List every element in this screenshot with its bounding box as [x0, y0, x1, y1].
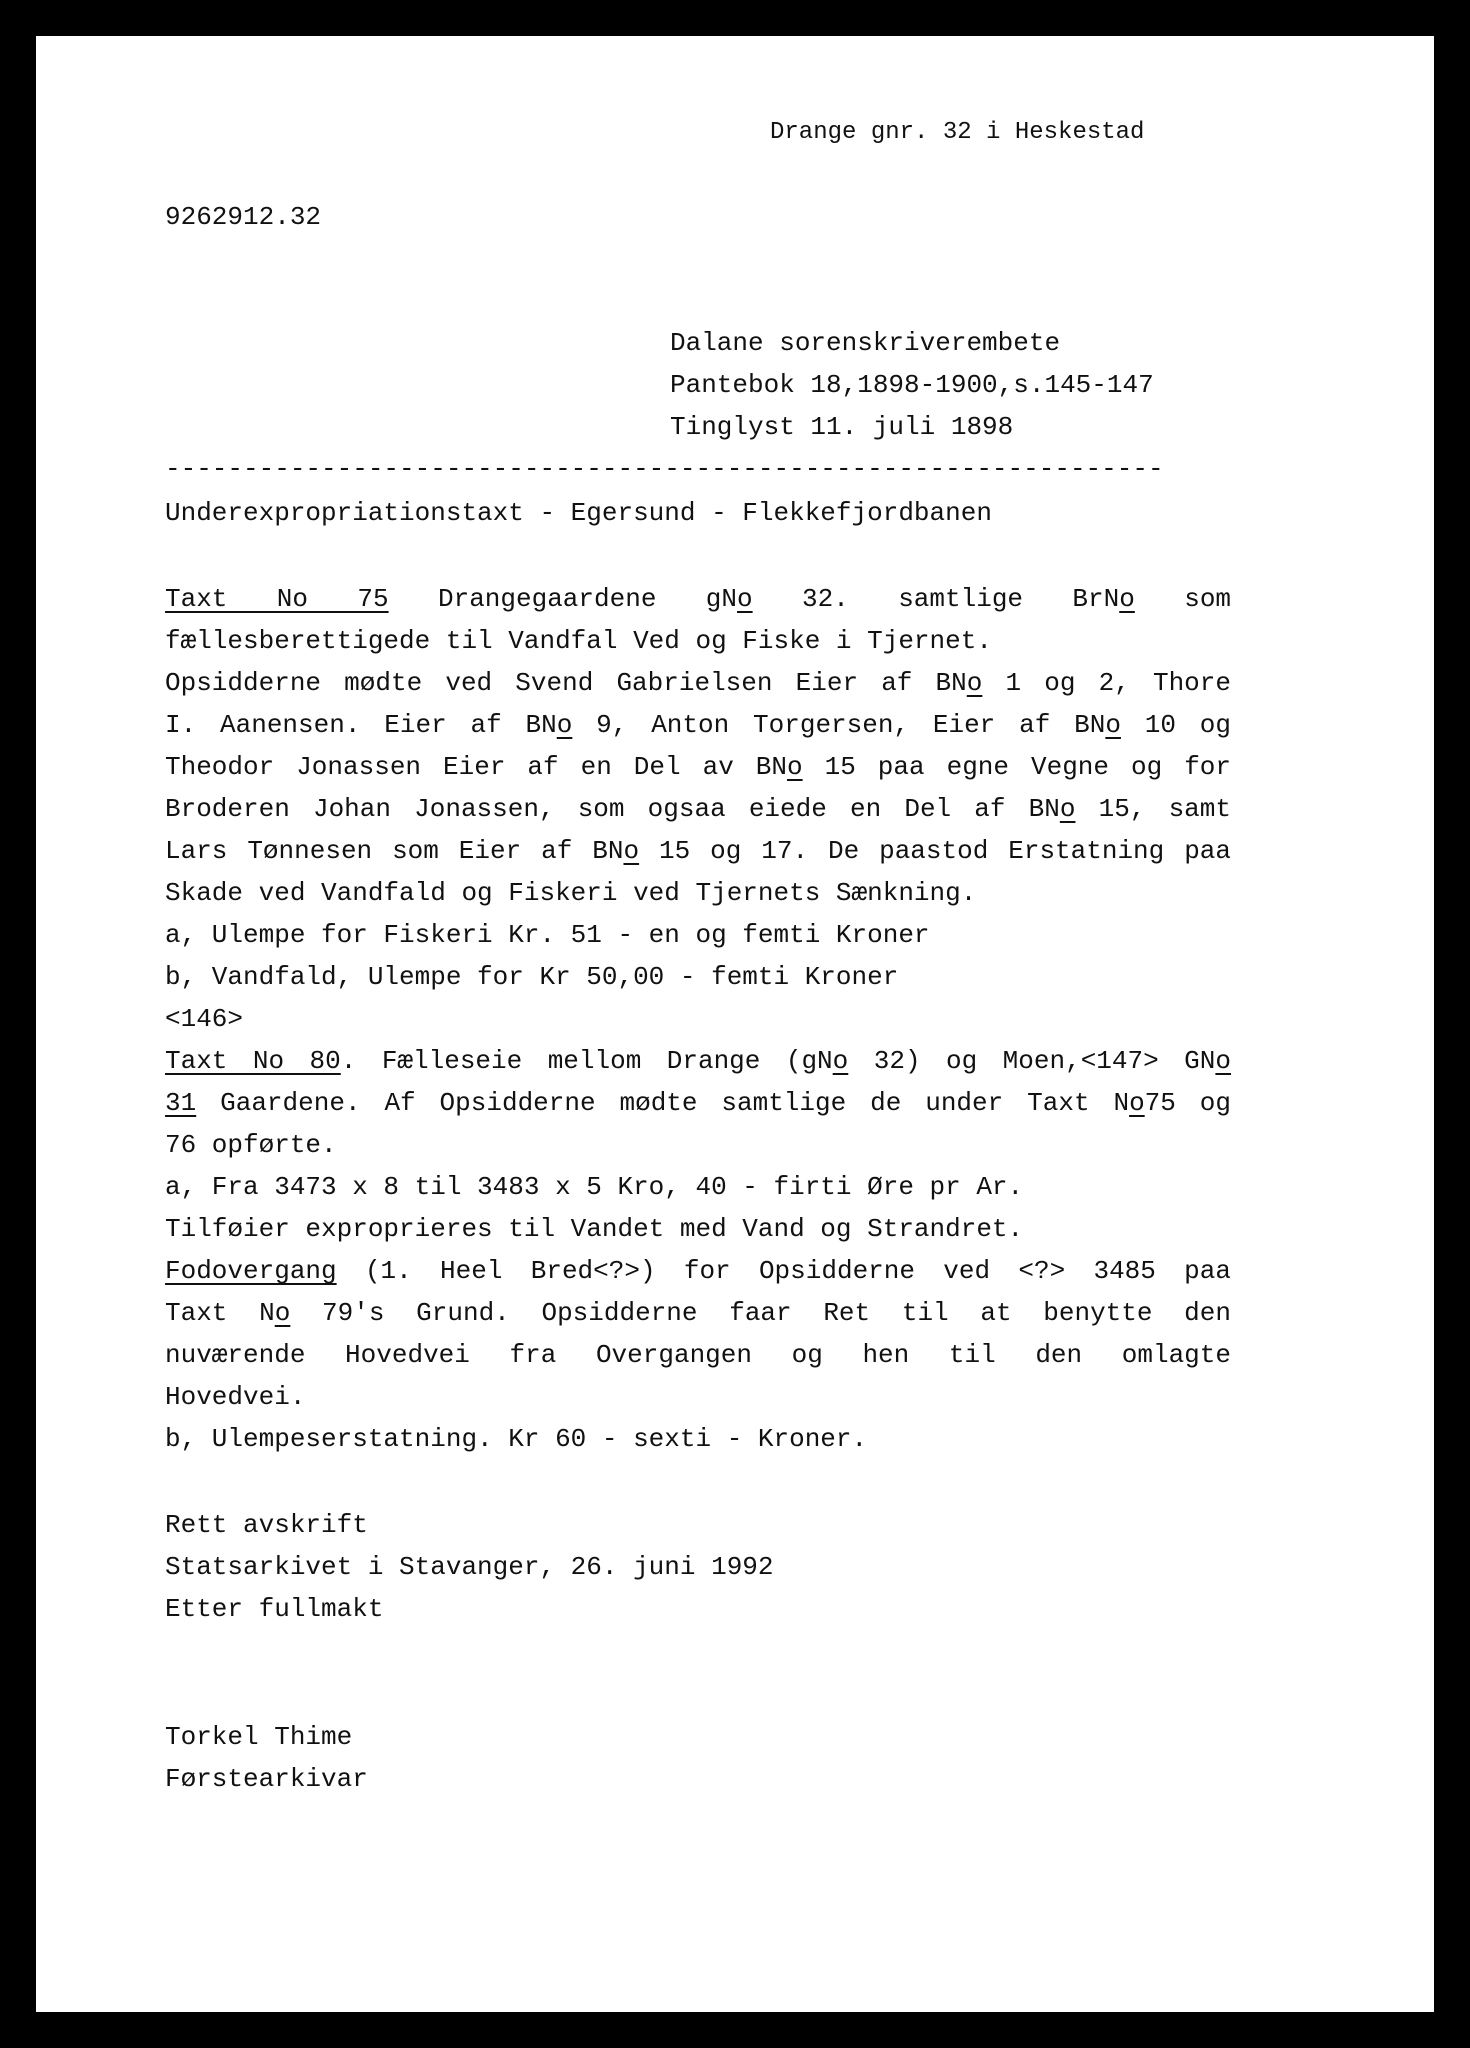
- text: Lars Tønnesen som Eier af BN: [165, 836, 624, 866]
- text: 10 og: [1144, 710, 1232, 740]
- no-suffix: o: [623, 836, 640, 866]
- no-suffix: o: [787, 752, 803, 782]
- text: Broderen Johan Jonassen, som ogsaa eiede en Del af BN: [165, 794, 1060, 824]
- page-marker-146: <146>: [165, 1004, 244, 1034]
- no-suffix: o: [556, 710, 573, 740]
- body-line-6: [165, 794, 1231, 824]
- no-suffix: o: [1215, 1046, 1231, 1076]
- signatory-role: Førstearkivar: [165, 1764, 368, 1794]
- body-line-14: 76 opførte.: [165, 1130, 337, 1160]
- body-line-5: [165, 752, 1231, 782]
- no-suffix: o: [1129, 1088, 1145, 1118]
- no-suffix: o: [966, 668, 983, 698]
- source-book: Pantebok 18,1898-1900,s.145-147: [670, 370, 1154, 400]
- taxt-80-label: Taxt No 80: [165, 1046, 341, 1076]
- no-suffix: o: [1119, 584, 1135, 614]
- text: 15, samt: [1098, 794, 1231, 824]
- property-reference: Drange gnr. 32 i Heskestad: [770, 119, 1145, 146]
- body-line-8: Skade ved Vandfald og Fiskeri ved Tjernets Sænkning.: [165, 878, 977, 908]
- text: Opsidderne mødte ved Svend Gabrielsen Eier af BN: [165, 668, 967, 698]
- text: 9, Anton Torgersen, Eier af BN: [596, 710, 1106, 740]
- text: som: [1184, 584, 1232, 614]
- body-line-1: [165, 584, 1231, 614]
- no-suffix: o: [832, 1046, 849, 1076]
- body-line-9: a, Ulempe for Fiskeri Kr. 51 - en og femti Kroner: [165, 920, 930, 950]
- body-line-4: [165, 710, 1231, 740]
- closing-place-date: Statsarkivet i Stavanger, 26. juni 1992: [165, 1552, 774, 1582]
- text: 75 og: [1144, 1088, 1231, 1118]
- text: Drangegaardene gN: [437, 584, 738, 614]
- body-line-21: b, Ulempeserstatning. Kr 60 - sexti - Kroner.: [165, 1424, 868, 1454]
- gno-31: 31: [165, 1088, 197, 1118]
- no-suffix: o: [737, 584, 753, 614]
- text: 15 paa egne Vegne og for: [824, 752, 1231, 782]
- text: 1 og 2, Thore: [1005, 668, 1231, 698]
- closing-authority: Etter fullmakt: [165, 1594, 384, 1624]
- body-line-18: [165, 1298, 1231, 1328]
- text: Gaardene. Af Opsidderne mødte samtlige de under Taxt N: [220, 1088, 1130, 1118]
- source-registered: Tinglyst 11. juli 1898: [670, 412, 1014, 442]
- text: Taxt N: [165, 1298, 275, 1328]
- body-line-7: [165, 836, 1231, 866]
- body-line-17: [165, 1256, 1231, 1286]
- text: 15 og 17. De paastod Erstatning paa: [659, 836, 1231, 866]
- document-title: Underexpropriationstaxt - Egersund - Flekkefjordbanen: [165, 498, 992, 528]
- body-line-19: nuværende Hovedvei fra Overgangen og hen til den omlagte: [165, 1340, 1231, 1370]
- body-line-13: [165, 1088, 1231, 1118]
- text: 32. samtlige BrN: [802, 584, 1120, 614]
- text: 79's Grund. Opsidderne faar Ret til at benytte den: [322, 1298, 1231, 1328]
- body-line-12: [165, 1046, 1231, 1076]
- no-suffix: o: [1059, 794, 1076, 824]
- taxt-75-label: Taxt No 75: [165, 584, 389, 614]
- closing-copy-note: Rett avskrift: [165, 1510, 368, 1540]
- divider-line: ----------------------------------------------------------------: [165, 454, 1164, 484]
- text: 32) og Moen,<147> GN: [873, 1046, 1216, 1076]
- text: (1. Heel Bred<?>) for Opsidderne ved <?> 3485 paa: [364, 1256, 1231, 1286]
- document-number: 9262912.32: [165, 202, 322, 232]
- body-line-16: Tilføier exproprieres til Vandet med Vand og Strandret.: [165, 1214, 1024, 1244]
- text: I. Aanensen. Eier af BN: [165, 710, 557, 740]
- body-line-15: a, Fra 3473 x 8 til 3483 x 5 Kro, 40 - firti Øre pr Ar.: [165, 1172, 1024, 1202]
- body-line-20: Hovedvei.: [165, 1382, 306, 1412]
- no-suffix: o: [274, 1298, 291, 1328]
- body-line-3: [165, 668, 1231, 698]
- fodovergang-label: Fodovergang: [165, 1256, 337, 1286]
- body-line-2: fællesberettigede til Vandfal Ved og Fiske i Tjernet.: [165, 626, 992, 656]
- signatory-name: Torkel Thime: [165, 1722, 353, 1752]
- source-office: Dalane sorenskriverembete: [670, 328, 1061, 358]
- text: Theodor Jonassen Eier af en Del av BN: [165, 752, 787, 782]
- no-suffix: o: [1105, 710, 1121, 740]
- body-line-10: b, Vandfald, Ulempe for Kr 50,00 - femti Kroner: [165, 962, 899, 992]
- text: . Fælleseie mellom Drange (gN: [340, 1046, 833, 1076]
